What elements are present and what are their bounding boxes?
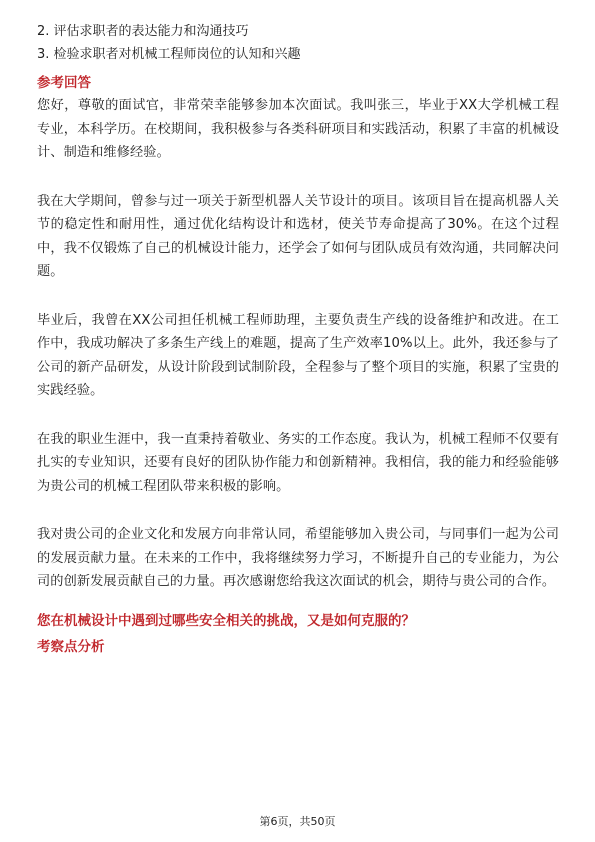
page-footer: 第6页，共50页 <box>259 815 336 828</box>
list-item: 2. 评估求职者的表达能力和沟通技巧 <box>37 24 249 39</box>
paragraph-spacer <box>37 284 559 309</box>
paragraph-spacer <box>37 403 559 428</box>
paragraph-spacer <box>37 498 559 523</box>
next-question-heading: 您在机械设计中遇到过哪些安全相关的挑战，又是如何克服的？ <box>37 612 415 629</box>
answer-paragraph-1: 您好，尊敬的面试官，非常荣幸能够参加本次面试。我叫张三，毕业于XX大学机械工程专业，本科学历。在校期间，我积极参与各类科研项目和实践活动，积累了丰富的机械设计、制造和维修经验。 <box>37 98 559 160</box>
answer-paragraph-2: 我在大学期间，曾参与过一项关于新型机器人关节设计的项目。该项目旨在提高机器人关节的稳定性和耐用性，通过优化结构设计和选材，使关节寿命提高了30%。在这个过程中，我不仅锻炼了自己的机械设计能力，还学会了如何与团队成员有效沟通，共同解决问题。 <box>37 193 559 279</box>
answer-paragraph-5: 我对贵公司的企业文化和发展方向非常认同，希望能够加入贵公司，与同事们一起为公司的发展贡献力量。在未来的工作中，我将继续努力学习，不断提升自己的专业能力，为公司的创新发展贡献自己的力量。再次感谢您给我这次面试的机会，期待与贵公司的合作。 <box>37 527 559 589</box>
answer-paragraph-4: 在我的职业生涯中，我一直秉持着敬业、务实的工作态度。我认为，机械工程师不仅要有扎实的专业知识，还要有良好的团队协作能力和创新精神。我相信，我的能力和经验能够为贵公司的机械工程团队带来积极的影响。 <box>37 431 559 494</box>
analysis-heading: 考察点分析 <box>37 638 105 655</box>
reference-answer-heading: 参考回答 <box>37 75 91 91</box>
list-item: 3. 检验求职者对机械工程师岗位的认知和兴趣 <box>37 47 301 62</box>
page-content <box>37 20 559 658</box>
paragraph-spacer <box>37 165 559 190</box>
answer-paragraph-3: 毕业后，我曾在XX公司担任机械工程师助理，主要负责生产线的设备维护和改进。在工作中，我成功解决了多条生产线上的难题，提高了生产效率10%以上。此外，我还参与了公司的新产品研发，从设计阶段到试制阶段，全程参与了整个项目的实施，积累了宝贵的实践经验。 <box>37 312 559 398</box>
